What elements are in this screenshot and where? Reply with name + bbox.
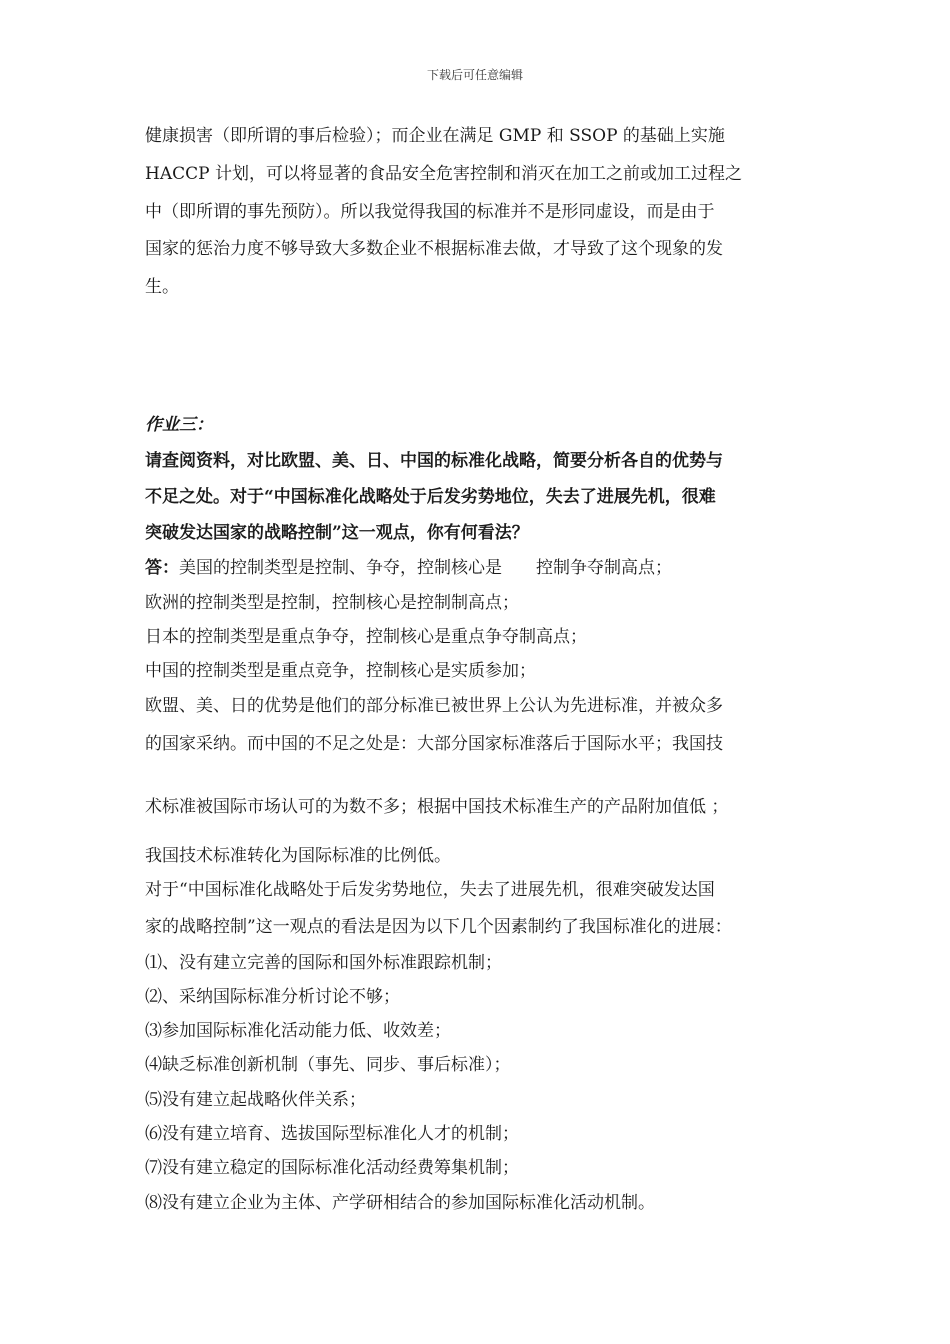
question-line: 不足之处。对于“中国标准化战略处于后发劣势地位，失去了进展先机，很难 (145, 487, 716, 507)
list-item: ⑶参加国际标准化活动能力低、收效差； (145, 1021, 451, 1041)
list-item: ⑹没有建立培育、选拔国际型标准化人才的机制； (145, 1124, 519, 1144)
answer-line: 欧盟、美、日的优势是他们的部分标准已被世界上公认为先进标准，并被众多 (145, 696, 723, 716)
intro-line: 健康损害（即所谓的事后检验）；而企业在满足 GMP 和 SSOP 的基础上实施 (145, 126, 725, 146)
answer-line: 的国家采纳。而中国的不足之处是：大部分国家标准落后于国际水平；我国技 (145, 734, 723, 754)
answer-first-line (145, 558, 672, 578)
list-item: ⑴、没有建立完善的国际和国外标准跟踪机制； (145, 953, 502, 973)
list-item: ⑺没有建立稳定的国际标准化活动经费筹集机制； (145, 1158, 519, 1178)
list-item: ⑷缺乏标准创新机制（事先、同步、事后标准）； (145, 1055, 511, 1075)
answer-line: 我国技术标准转化为国际标准的比例低。 (145, 846, 451, 866)
assignment-heading: 作业三： (145, 415, 213, 435)
answer-line: 术标准被国际市场认可的为数不多；根据中国技术标准生产的产品附加值低 ； (145, 797, 729, 817)
answer-line: 对于“中国标准化战略处于后发劣势地位，失去了进展先机，很难突破发达国 (145, 880, 715, 900)
list-item: ⑸没有建立起战略伙伴关系； (145, 1090, 366, 1110)
answer-line: 欧洲的控制类型是控制，控制核心是控制制高点； (145, 593, 519, 613)
intro-line: 中（即所谓的事先预防）。所以我觉得我国的标准并不是形同虚设，而是由于 (145, 202, 715, 222)
question-line: 突破发达国家的战略控制”这一观点，你有何看法？ (145, 523, 529, 543)
answer-line: 中国的控制类型是重点竞争，控制核心是实质参加； (145, 661, 536, 681)
list-item: ⑻没有建立企业为主体、产学研相结合的参加国际标准化活动机制。 (145, 1193, 655, 1213)
answer-line: 家的战略控制”这一观点的看法是因为以下几个因素制约了我国标准化的进展： (145, 917, 732, 937)
intro-line: 国家的惩治力度不够导致大多数企业不根据标准去做，才导致了这个现象的发 (145, 239, 723, 259)
page-header-note: 下载后可任意编辑 (426, 68, 523, 82)
answer-text: 美国的控制类型是控制、争夺，控制核心是 控制争夺制高点； (179, 558, 672, 578)
list-item: ⑵、采纳国际标准分析讨论不够； (145, 987, 400, 1007)
answer-line: 日本的控制类型是重点争夺，控制核心是重点争夺制高点； (145, 627, 587, 647)
answer-label: 答： (145, 558, 179, 578)
intro-line: 生。 (145, 277, 179, 297)
question-line: 请查阅资料，对比欧盟、美、日、中国的标准化战略，简要分析各自的优势与 (145, 451, 723, 471)
intro-line: HACCP 计划，可以将显著的食品安全危害控制和消灭在加工之前或加工过程之 (145, 164, 742, 184)
